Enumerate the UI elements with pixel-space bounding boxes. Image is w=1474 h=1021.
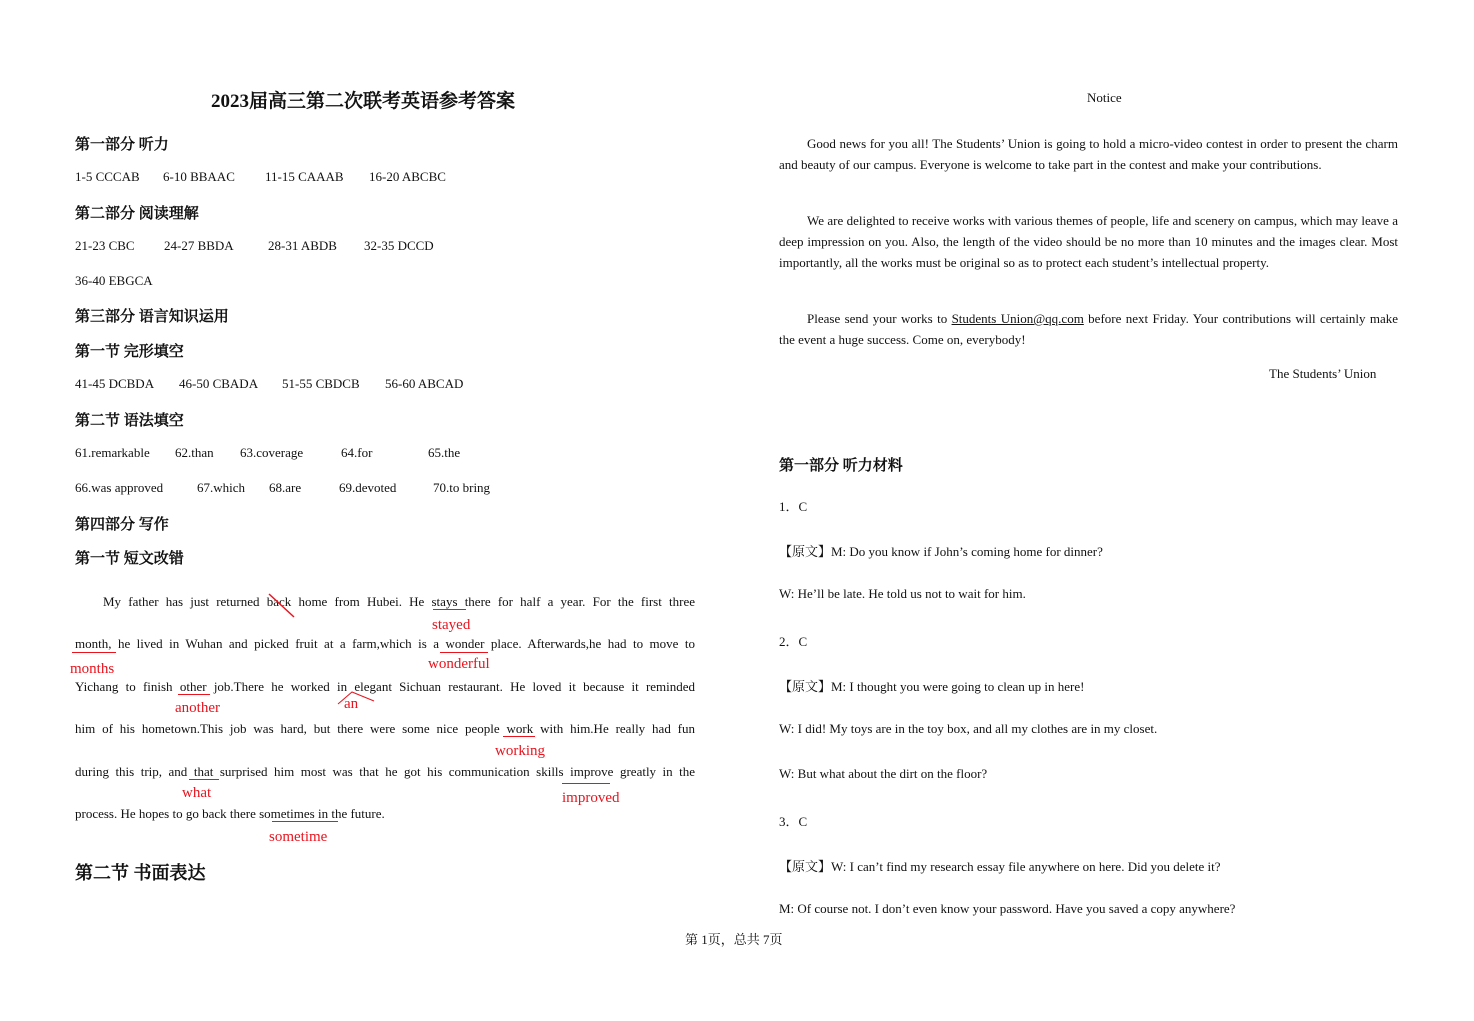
essay-line-5 [75, 764, 695, 780]
error-word: that [193, 764, 214, 779]
essay-text: greatly in the [619, 764, 696, 779]
notice-paragraph-3 [779, 308, 1398, 350]
essay-text: home from Hubei. He [298, 594, 425, 609]
essay-text: process. He hopes to go back there [75, 806, 256, 821]
essay-text: My father has just returned [103, 594, 260, 609]
part2-answers-row2: 36-40 EBGCA [75, 273, 153, 288]
part2-heading: 第二部分 阅读理解 [75, 206, 199, 222]
essay-line-6 [75, 806, 385, 822]
error-word: other [179, 679, 207, 694]
correction-underline [440, 652, 488, 653]
part1-answers [75, 169, 446, 185]
grammar-row1 [75, 445, 460, 461]
grammar-answer: 68.are [269, 480, 302, 495]
answer-group: 21-23 CBC [75, 238, 135, 253]
notice-title: Notice [1087, 90, 1122, 105]
answer-group: 24-27 BBDA [164, 238, 234, 253]
correction-underline [178, 694, 210, 695]
error-word: back [266, 594, 292, 609]
correction-underline [562, 783, 610, 784]
notice-paragraph-2: We are delighted to receive works with various themes of people, life and scenery on campus, which may leave a deep impression on you. Also, the length of the video should be no more than 10 minutes and the images clear. Most importantly, all the works must be original so as to protect each student’s intellectual property. [779, 213, 1398, 270]
notice-signature: The Students’ Union [1269, 366, 1377, 381]
correction-improved: improved [562, 790, 620, 806]
transcript-line: 【原文】M: Do you know if John’s coming home for dinner? [779, 544, 1103, 559]
transcript-line: W: But what about the dirt on the floor? [779, 766, 988, 781]
paragraph-text: before next Friday. Your contributions will certainly make the event a huge success. Come on, everybody! [779, 311, 1398, 347]
part4-heading: 第四部分 写作 [75, 517, 169, 533]
correction-underline [272, 821, 338, 822]
correction-stayed: stayed [432, 617, 471, 633]
grammar-answer: 65.the [428, 445, 461, 460]
grammar-answer: 64.for [341, 445, 373, 460]
correction-sometime: sometime [269, 829, 328, 845]
question-number: 2．C [779, 634, 808, 649]
essay-line-1 [75, 594, 695, 610]
essay-line-2 [75, 636, 695, 652]
grammar-answer: 70.to bring [433, 480, 491, 495]
essay-text: surprised him most was that he got his communication skills [219, 764, 564, 779]
essay-line-4 [75, 721, 695, 737]
part4-section2-heading: 第二节 书面表达 [75, 863, 206, 883]
essay-text: Yichang to finish [75, 679, 173, 694]
part3-heading: 第三部分 语言知识运用 [75, 309, 229, 325]
grammar-answer: 63.coverage [240, 445, 304, 460]
essay-text: elegant Sichuan restaurant. He loved it because it reminded [354, 679, 696, 694]
notice-paragraph-1: Good news for you all! The Students’ Union is going to hold a micro-video contest in order to present the charm and beauty of our campus. Everyone is welcome to take part in the contest and make your contributions. [779, 136, 1398, 172]
essay-text: he lived in Wuhan and picked fruit at a farm,which is a [117, 636, 440, 651]
answer-group: 32-35 DCCD [364, 238, 434, 253]
email-link[interactable]: Students Union@qq.com [951, 311, 1084, 326]
answer-group: 51-55 CBDCB [282, 376, 360, 391]
error-word: work [506, 721, 534, 736]
section1-answers [75, 376, 463, 392]
part2-answers-row1 [75, 238, 434, 254]
essay-text: him of his hometown.This job was hard, but there were some nice people [75, 721, 500, 736]
paragraph-text: Please send your works to [807, 311, 948, 326]
answer-group: 11-15 CAAAB [265, 169, 344, 184]
correction-an: an [344, 696, 359, 712]
correction-working: working [495, 743, 545, 759]
correction-months: months [70, 661, 115, 677]
correction-underline [189, 779, 219, 780]
grammar-answer: 69.devoted [339, 480, 397, 495]
transcript-line: 【原文】W: I can’t find my research essay file anywhere on here. Did you delete it? [779, 859, 1221, 874]
answer-group: 6-10 BBAAC [163, 169, 235, 184]
part1-heading: 第一部分 听力 [75, 137, 169, 153]
transcript-line: M: Of course not. I don’t even know your password. Have you saved a copy anywhere? [779, 901, 1236, 916]
insertion-caret [0, 0, 1, 1]
correction-wonderful: wonderful [428, 656, 490, 672]
page-footer: 第 1页，总共 7页 [685, 932, 783, 947]
correction-underline [433, 609, 466, 610]
grammar-answer: 62.than [175, 445, 214, 460]
error-word: sometimes [259, 806, 315, 821]
essay-line-3 [75, 679, 695, 695]
section1-heading: 第一节 完形填空 [75, 344, 184, 360]
transcript-line: 【原文】M: I thought you were going to clean up in here! [779, 679, 1085, 694]
part4-section1-heading: 第一节 短文改错 [75, 551, 184, 567]
answer-group: 1-5 CCCAB [75, 169, 140, 184]
answer-group: 56-60 ABCAD [385, 376, 464, 391]
correction-another: another [175, 700, 220, 716]
essay-text: in the future. [317, 806, 385, 821]
essay-text: there for half a year. For the first three [464, 594, 696, 609]
grammar-answer: 67.which [197, 480, 246, 495]
transcript-line: W: I did! My toys are in the toy box, and all my clothes are in my closet. [779, 721, 1158, 736]
correction-underline [503, 736, 535, 737]
page-title: 2023届高三第二次联考英语参考答案 [211, 91, 516, 112]
error-word: month, [75, 636, 112, 651]
question-number: 3．C [779, 814, 808, 829]
transcript-line: W: He’ll be late. He told us not to wait for him. [779, 586, 1026, 601]
error-word: stays [431, 594, 458, 609]
error-word: wonder [445, 636, 485, 651]
grammar-row2 [75, 480, 490, 496]
answer-group: 41-45 DCBDA [75, 376, 155, 391]
essay-text: job.There he worked in [213, 679, 348, 694]
section2-heading: 第二节 语法填空 [75, 413, 184, 429]
essay-text: with him.He really had fun [540, 721, 696, 736]
error-word: improve [570, 764, 614, 779]
answer-group: 16-20 ABCBC [369, 169, 446, 184]
listening-heading: 第一部分 听力材料 [779, 458, 903, 474]
correction-what: what [182, 785, 212, 801]
grammar-answer: 61.remarkable [75, 445, 150, 460]
answer-group: 28-31 ABDB [268, 238, 337, 253]
question-number: 1．C [779, 499, 808, 514]
essay-text: place. Afterwards,he had to move to [490, 636, 695, 651]
answer-group: 46-50 CBADA [179, 376, 259, 391]
grammar-answer: 66.was approved [75, 480, 164, 495]
essay-text: during this trip, and [75, 764, 188, 779]
correction-underline [72, 652, 116, 653]
